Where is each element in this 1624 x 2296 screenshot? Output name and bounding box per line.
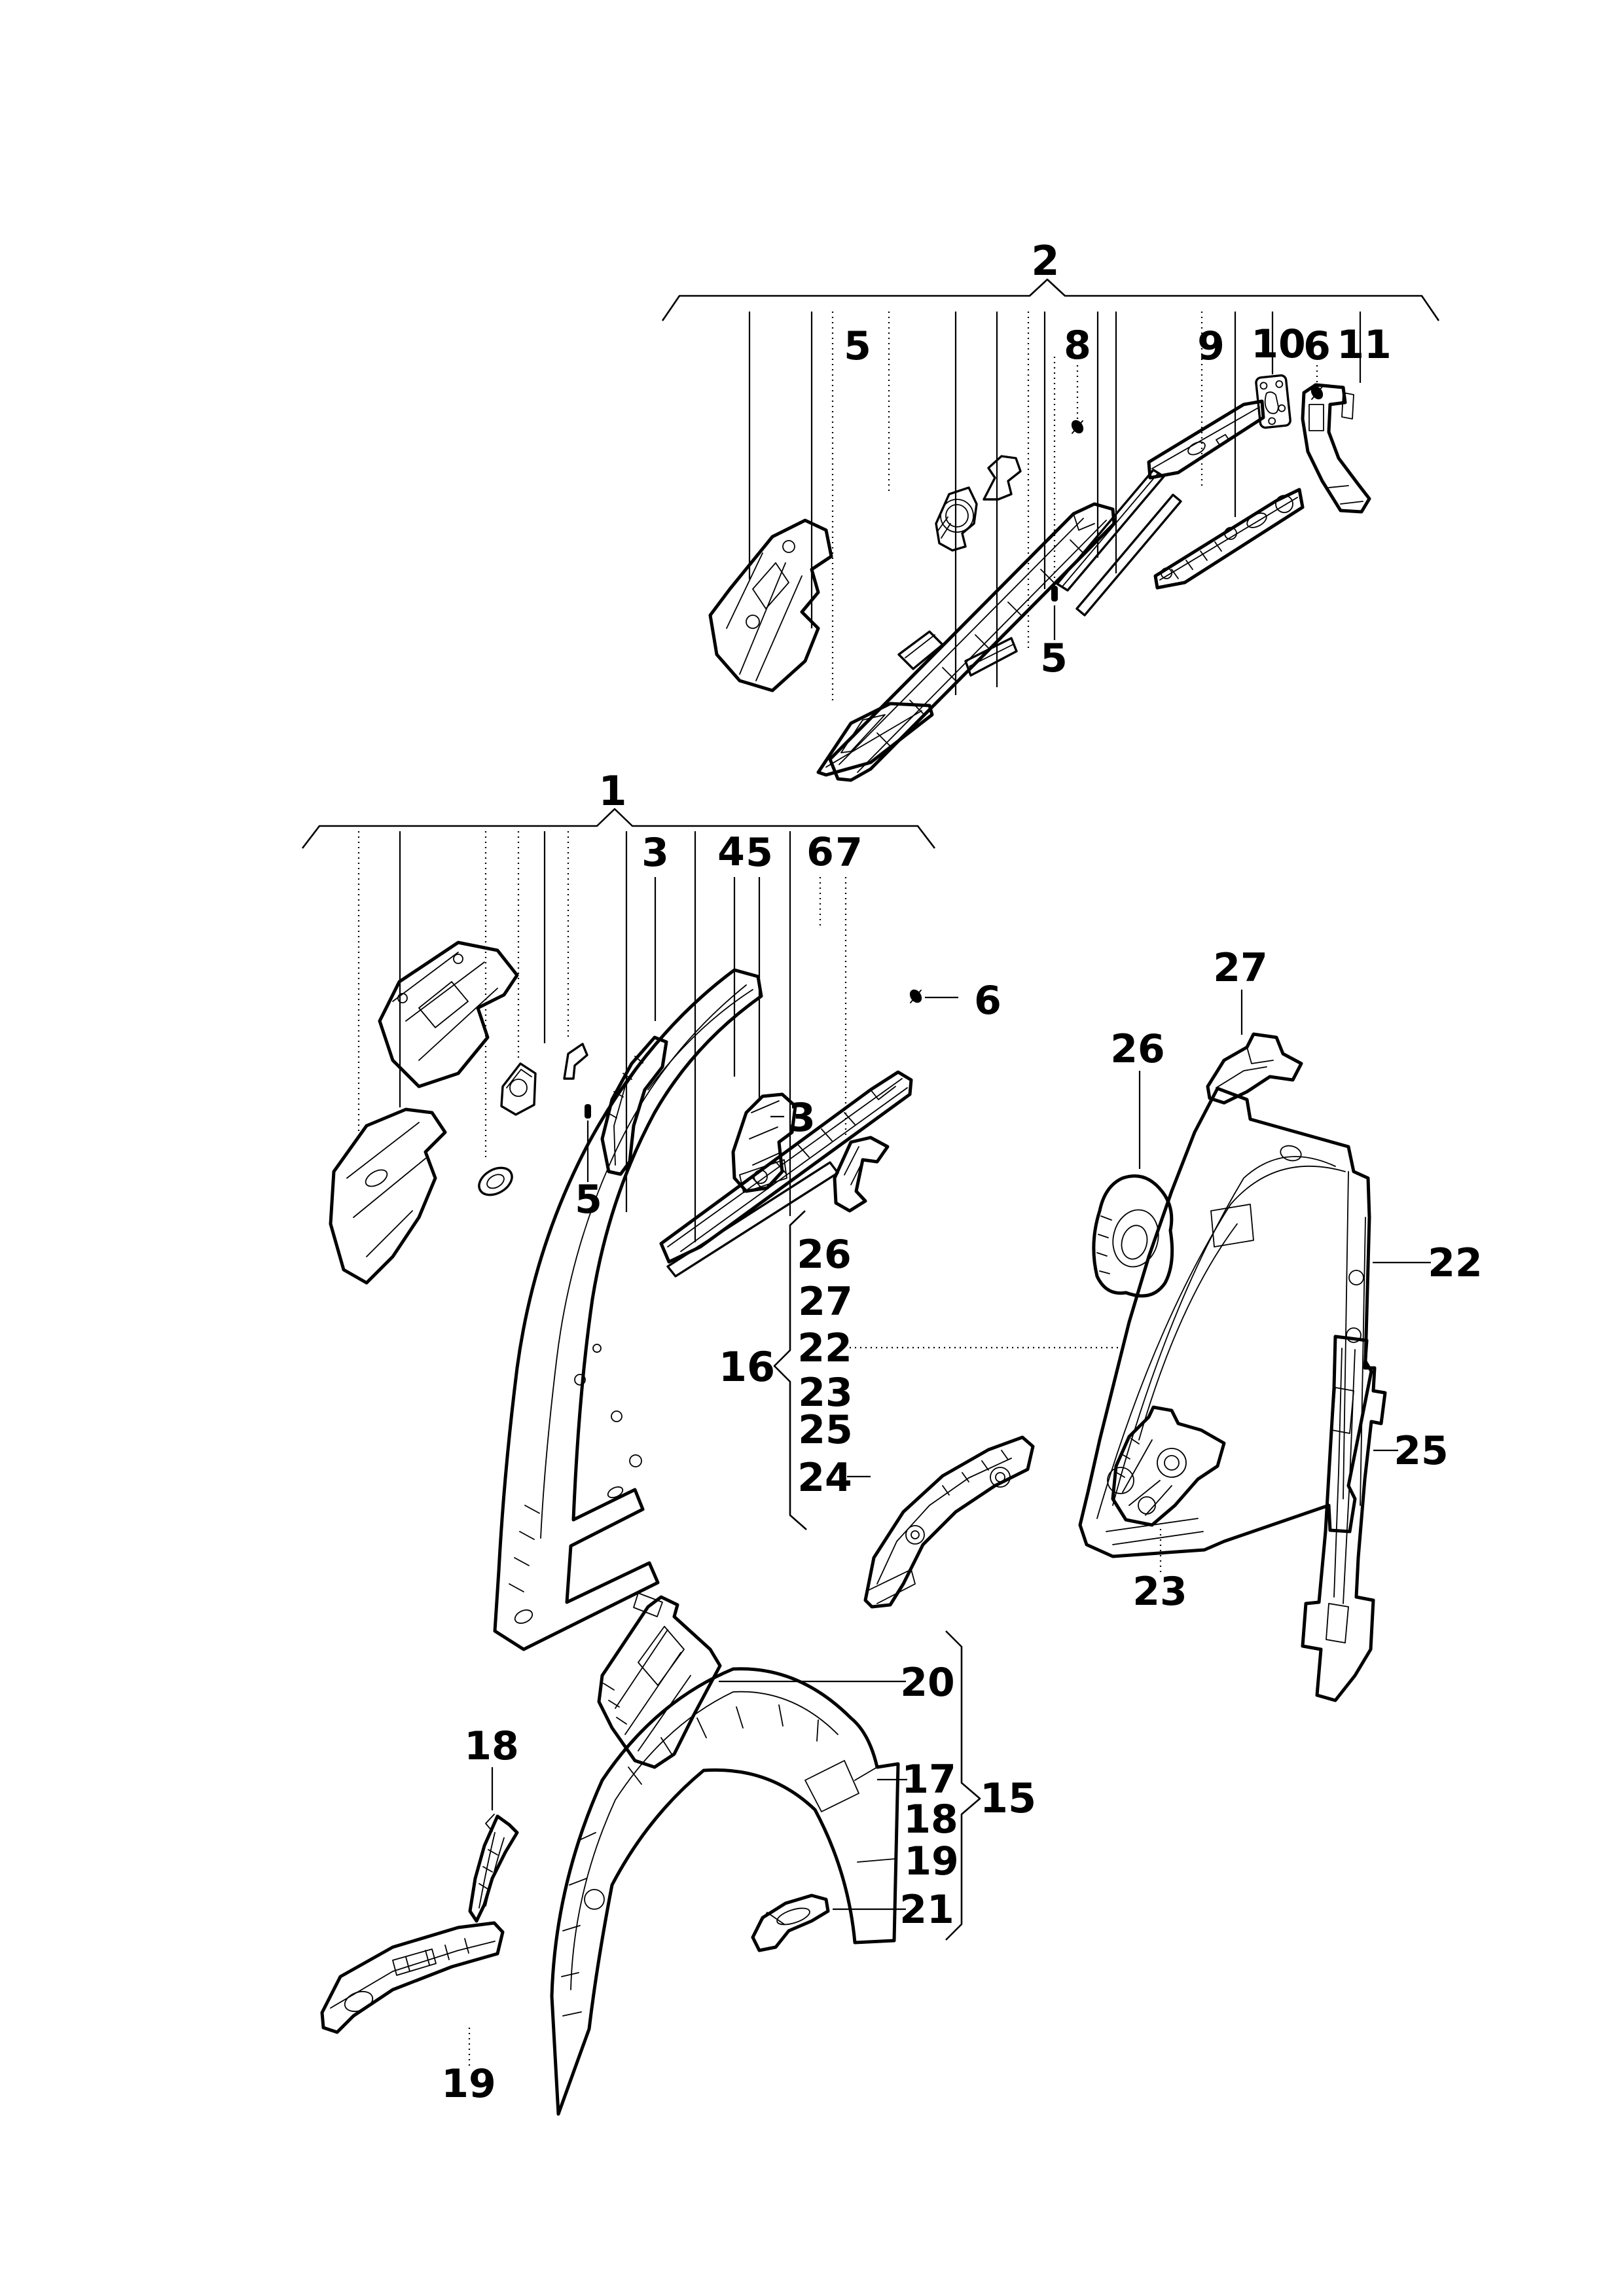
part-drawing-part27-clip	[1208, 1034, 1301, 1103]
part-drawing-part11-bracket	[1303, 385, 1369, 512]
bolt-icon-above-5b	[1052, 586, 1057, 601]
callout-4: 4	[717, 829, 745, 875]
part-drawing-wheel-arch-liner	[552, 1669, 898, 2114]
callout-5: 5	[746, 830, 773, 876]
part-drawing-oval-grommet	[475, 1162, 517, 1200]
part-drawing-part25-pillar	[1303, 1336, 1385, 1700]
callout-26-label: 26	[1110, 1026, 1165, 1072]
callout-18: 18	[903, 1797, 958, 1842]
part-drawing-part20-pillar-panel	[599, 1593, 720, 1767]
screw-icon-6-right	[909, 988, 924, 1004]
callout-19-standalone	[441, 2028, 496, 2107]
part-drawing-part7-bracket	[835, 1138, 888, 1211]
callout-18-standalone	[464, 1723, 519, 1810]
list-callout-26: 26	[797, 1232, 852, 1278]
part-drawing-small-flag	[564, 1044, 587, 1079]
list-callout-24: 24	[797, 1455, 852, 1501]
group-1-callout-numbers	[641, 829, 863, 876]
screw-icon-under-8	[1070, 419, 1085, 435]
callout-19-bottom: 19	[441, 2061, 496, 2107]
callout-10: 10	[1251, 321, 1306, 367]
list-callout-25: 25	[798, 1407, 853, 1453]
group-16-list-numbers	[797, 1232, 1123, 1501]
callout-17: 17	[901, 1757, 956, 1803]
group-2-callout-numbers	[844, 321, 1392, 681]
callout-25-label: 25	[1394, 1428, 1449, 1474]
callout-11: 11	[1337, 322, 1392, 368]
part-drawing-part21-clip	[753, 1895, 828, 1950]
part-drawing-hook-clip	[984, 456, 1020, 499]
callout-6-standalone	[909, 978, 1001, 1024]
callout-23	[1132, 1529, 1187, 1615]
callout-22-label: 22	[1428, 1240, 1483, 1286]
part-drawing-rail-4-5	[661, 1072, 911, 1262]
callout-18-left: 18	[464, 1723, 519, 1769]
part-drawing-part24-rail	[865, 1437, 1033, 1607]
callout-3: 3	[641, 830, 669, 876]
callout-6-right: 6	[974, 978, 1001, 1024]
group-16-brace	[719, 1211, 806, 1530]
callout-7: 7	[835, 830, 863, 876]
callout-21: 21	[899, 1887, 954, 1933]
callout-26	[1110, 1026, 1165, 1169]
part-drawing-part9-strip	[1149, 401, 1263, 478]
callout-6: 6	[1303, 323, 1331, 369]
callout-group-16: 16	[718, 1343, 776, 1391]
bolt-icon-above-5-mid	[585, 1105, 590, 1118]
part-drawing-channel-piece-a	[899, 632, 943, 669]
callout-25	[1373, 1428, 1449, 1474]
part-drawing-part26-cup	[1094, 1176, 1172, 1296]
callout-5: 5	[844, 323, 871, 369]
callout-3-mid: 3	[788, 1095, 816, 1141]
group-15-bracket	[946, 1631, 1036, 1940]
part-drawing-main-rail-group2	[830, 504, 1114, 780]
callout-20: 20	[900, 1660, 955, 1706]
list-callout-23: 23	[798, 1370, 853, 1416]
callout-27	[1213, 945, 1268, 1035]
callout-group-2: 2	[1031, 237, 1060, 285]
part-drawing-part18-sliver	[470, 1814, 517, 1921]
callout-9: 9	[1197, 323, 1225, 369]
part-drawing-channel-piece-b	[965, 638, 1017, 675]
group-15-callout-numbers	[719, 1660, 959, 1933]
part-drawing-left-bracket-group2	[710, 520, 831, 691]
callout-6: 6	[806, 829, 834, 875]
part-drawing-part19-rail	[322, 1923, 503, 2032]
callout-5-mid: 5	[575, 1177, 602, 1223]
callout-23-label: 23	[1132, 1569, 1187, 1615]
callout-8: 8	[1064, 323, 1091, 368]
part-drawing-strip-pair-part8	[1057, 470, 1181, 615]
list-callout-22: 22	[797, 1325, 852, 1371]
callout-5b: 5	[1040, 636, 1068, 681]
callout-group-1: 1	[598, 767, 627, 815]
callout-group-15: 15	[979, 1774, 1037, 1822]
part-drawing-left-lower-bracket	[331, 1109, 445, 1283]
part-drawing-square-clip	[501, 1064, 535, 1115]
part-drawing-part23-bracket	[1113, 1407, 1224, 1525]
callout-22	[1373, 1240, 1483, 1286]
callout-27-label: 27	[1213, 945, 1268, 991]
callout-19: 19	[904, 1839, 959, 1884]
group-2-bracket	[662, 237, 1439, 321]
list-callout-27: 27	[798, 1279, 853, 1325]
